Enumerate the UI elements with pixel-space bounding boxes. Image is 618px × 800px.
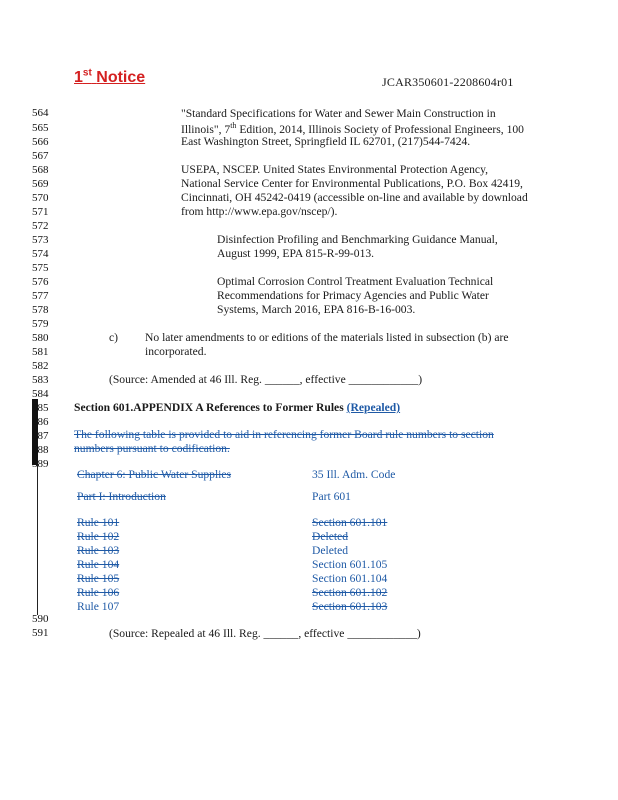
line-number: 577 [32, 290, 49, 302]
notice-suffix: Notice [96, 69, 146, 86]
change-line [37, 465, 38, 615]
line-number: 585 [32, 402, 49, 414]
table-col2-header: 35 Ill. Adm. Code [312, 468, 396, 481]
table-row-old: Rule 102 [77, 530, 120, 543]
table-row-old: Rule 106 [77, 586, 120, 599]
ref1-text: Illinois", 7 [181, 122, 231, 136]
line-number: 567 [32, 150, 49, 162]
line-number: 581 [32, 346, 49, 358]
table-row-new: Section 601.102 [312, 586, 388, 599]
line-number: 578 [32, 304, 49, 316]
line-number: 568 [32, 164, 49, 176]
line-number: 565 [32, 122, 49, 134]
source-note-repealed: (Source: Repealed at 46 Ill. Reg. ______, effective ____________) [109, 627, 421, 640]
ref1-line [181, 121, 524, 136]
table-row-old: Rule 103 [77, 544, 120, 557]
line-number: 575 [32, 262, 49, 274]
ref2-line: Cincinnati, OH 45242-0419 (accessible on-line and available by download [181, 191, 528, 204]
ref1-superscript: th [230, 121, 237, 130]
line-number: 589 [32, 458, 49, 470]
ref1-text: Edition, 2014, Illinois Society of Professional Engineers, 100 [236, 122, 524, 136]
source-note-amended: (Source: Amended at 46 Ill. Reg. ______, effective ____________) [109, 373, 423, 386]
table-row-new: Deleted [312, 530, 349, 543]
line-number: 583 [32, 374, 49, 386]
table-row-new: Section 601.103 [312, 600, 388, 613]
line-number: 580 [32, 332, 49, 344]
notice-label [74, 69, 145, 87]
subref2-line: Systems, March 2016, EPA 816-B-16-003. [217, 303, 416, 316]
line-number: 564 [32, 107, 49, 119]
line-number: 569 [32, 178, 49, 190]
repealed-tag: (Repealed) [346, 401, 401, 414]
line-number: 582 [32, 360, 49, 372]
ref1-line: East Washington Street, Springfield IL 62701, (217)544-7424. [181, 135, 471, 148]
ref2-line: from http://www.epa.gov/nscep/). [181, 205, 338, 218]
table-col1-header: Chapter 6: Public Water Supplies [77, 468, 232, 481]
line-number: 588 [32, 444, 49, 456]
line-number: 570 [32, 192, 49, 204]
table-row-old: Rule 107 [77, 600, 120, 613]
table-row-new: Section 601.104 [312, 572, 388, 585]
para-c-label: c) [109, 331, 119, 344]
ref1-line: "Standard Specifications for Water and Sewer Main Construction in [181, 107, 496, 120]
para-c-line: incorporated. [145, 345, 207, 358]
line-number: 584 [32, 388, 49, 400]
table-row-new: Deleted [312, 544, 349, 557]
line-number: 587 [32, 430, 49, 442]
subref1-line: Disinfection Profiling and Benchmarking Guidance Manual, [217, 233, 498, 246]
table-row-old: Rule 105 [77, 572, 120, 585]
line-number: 576 [32, 276, 49, 288]
table-col2-subheader: Part 601 [312, 490, 351, 503]
subref2-line: Optimal Corrosion Control Treatment Evaluation Technical [217, 275, 494, 288]
notice-prefix: 1 [74, 69, 83, 86]
subref1-line: August 1999, EPA 815-R-99-013. [217, 247, 375, 260]
line-number: 574 [32, 248, 49, 260]
table-row-new: Section 601.105 [312, 558, 388, 571]
intro-line: The following table is provided to aid in referencing former Board rule numbers to section [74, 428, 494, 441]
table-row-old: Rule 104 [77, 558, 120, 571]
subref2-line: Recommendations for Primacy Agencies and Public Water [217, 289, 489, 302]
line-number: 579 [32, 318, 49, 330]
para-c-line: No later amendments to or editions of the materials listed in subsection (b) are [145, 331, 509, 344]
document-id: JCAR350601-2208604r01 [382, 75, 514, 89]
section-title: Section 601.APPENDIX A References to Former Rules [74, 401, 344, 414]
notice-superscript: st [82, 67, 92, 79]
line-number: 572 [32, 220, 49, 232]
line-number: 566 [32, 136, 49, 148]
line-number: 590 [32, 613, 49, 625]
ref2-line: National Service Center for Environmental Publications, P.O. Box 42419, [181, 177, 523, 190]
line-number: 586 [32, 416, 49, 428]
ref2-line: USEPA, NSCEP. United States Environmental Protection Agency, [181, 163, 489, 176]
table-row-new: Section 601.101 [312, 516, 388, 529]
line-number: 591 [32, 627, 49, 639]
line-number: 571 [32, 206, 49, 218]
table-col1-subheader: Part I: Introduction [77, 490, 166, 503]
intro-line: numbers pursuant to codification. [74, 442, 230, 455]
table-row-old: Rule 101 [77, 516, 120, 529]
line-number: 573 [32, 234, 49, 246]
section-heading [74, 401, 400, 414]
